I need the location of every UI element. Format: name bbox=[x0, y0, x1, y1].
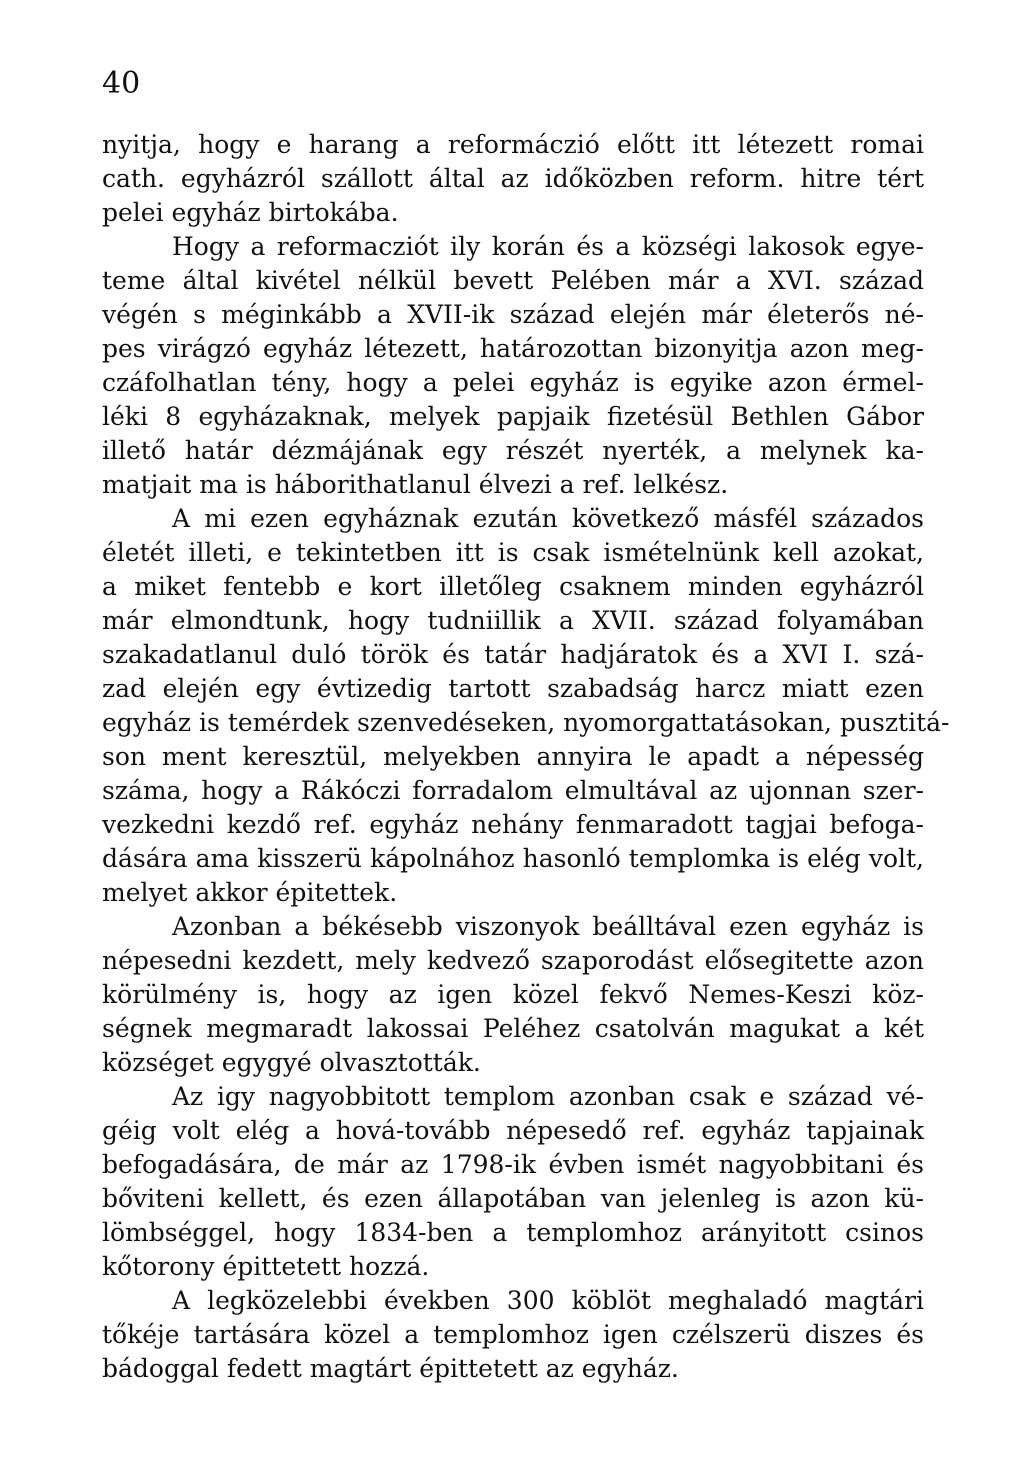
text-line: dására ama kisszerü kápolnához hasonló templomka is elég volt, bbox=[102, 844, 924, 873]
text-line: Hogy a reformacziót ily korán és a községi lakosok egye- bbox=[172, 232, 924, 261]
text-line: nyitja, hogy e harang a reformáczió előtt itt létezett romai bbox=[102, 130, 924, 159]
text-line: bádoggal fedett magtárt épittetett az egyház. bbox=[102, 1354, 679, 1383]
text-line: A mi ezen egyháznak ezután következő másfél százados bbox=[172, 504, 924, 533]
text-line: körülmény is, hogy az igen közel fekvő Nemes-Keszi köz- bbox=[102, 980, 924, 1009]
text-line: zad elején egy évtizedig tartott szabadság harcz miatt ezen bbox=[102, 674, 924, 703]
text-line: teme által kivétel nélkül bevett Pelében már a XVI. század bbox=[102, 266, 924, 295]
text-line: egyház is temérdek szenvedéseken, nyomorgattatásokan, pusztitá- bbox=[102, 708, 950, 737]
text-line: melyet akkor épitettek. bbox=[102, 878, 398, 907]
text-line: száma, hogy a Rákóczi forradalom elmultával az ujonnan szer- bbox=[102, 776, 924, 805]
text-line: bőviteni kellett, és ezen állapotában van jelenleg is azon kü- bbox=[102, 1184, 924, 1213]
text-line: községet egygyé olvasztották. bbox=[102, 1048, 481, 1077]
text-line: lömbséggel, hogy 1834-ben a templomhoz arányitott csinos bbox=[102, 1218, 924, 1247]
text-line: A legközelebbi években 300 köblöt meghaladó magtári bbox=[172, 1286, 924, 1315]
text-line: szakadatlanul duló török és tatár hadjáratok és a XVI I. szá- bbox=[102, 640, 924, 669]
text-line: illető határ dézmájának egy részét nyerték, a melynek ka- bbox=[102, 436, 924, 465]
text-line: matjait ma is háborithatlanul élvezi a ref. lelkész. bbox=[102, 470, 729, 499]
text-line: ségnek megmaradt lakossai Peléhez csatolván magukat a két bbox=[102, 1014, 924, 1043]
text-line: léki 8 egyházaknak, melyek papjaik fizetésül Bethlen Gábor bbox=[102, 402, 924, 431]
text-line: tőkéje tartására közel a templomhoz igen czélszerü diszes és bbox=[102, 1320, 924, 1349]
text-line: pes virágzó egyház létezett, határozottan bizonyitja azon meg- bbox=[102, 334, 924, 363]
text-line: pelei egyház birtokába. bbox=[102, 198, 399, 227]
page-number: 40 bbox=[102, 66, 141, 101]
text-line: életét illeti, e tekintetben itt is csak ismételnünk kell azokat, bbox=[102, 538, 924, 567]
text-line: végén s méginkább a XVII-ik század elején már életerős né- bbox=[102, 300, 924, 329]
text-line: befogadására, de már az 1798-ik évben ismét nagyobbitani és bbox=[102, 1150, 924, 1179]
text-line: Az igy nagyobbitott templom azonban csak e század vé- bbox=[172, 1082, 924, 1111]
text-line: czáfolhatlan tény, hogy a pelei egyház is egyike azon érmel- bbox=[102, 368, 924, 397]
text-line: Azonban a békésebb viszonyok beálltával ezen egyház is bbox=[172, 912, 924, 941]
body-text bbox=[102, 128, 950, 1386]
text-line: a miket fentebb e kort illetőleg csaknem minden egyházról bbox=[102, 572, 924, 601]
text-line: vezkedni kezdő ref. egyház nehány fenmaradott tagjai befoga- bbox=[102, 810, 924, 839]
text-line: son ment keresztül, melyekben annyira le apadt a népesség bbox=[102, 742, 924, 771]
text-line: már elmondtunk, hogy tudniillik a XVII. század folyamában bbox=[102, 606, 924, 635]
text-line: népesedni kezdett, mely kedvező szaporodást elősegitette azon bbox=[102, 946, 924, 975]
text-line: kőtorony épittetett hozzá. bbox=[102, 1252, 430, 1281]
text-line: cath. egyházról szállott által az időközben reform. hitre tért bbox=[102, 164, 924, 193]
text-line: géig volt elég a hová-tovább népesedő ref. egyház tapjainak bbox=[102, 1116, 924, 1145]
